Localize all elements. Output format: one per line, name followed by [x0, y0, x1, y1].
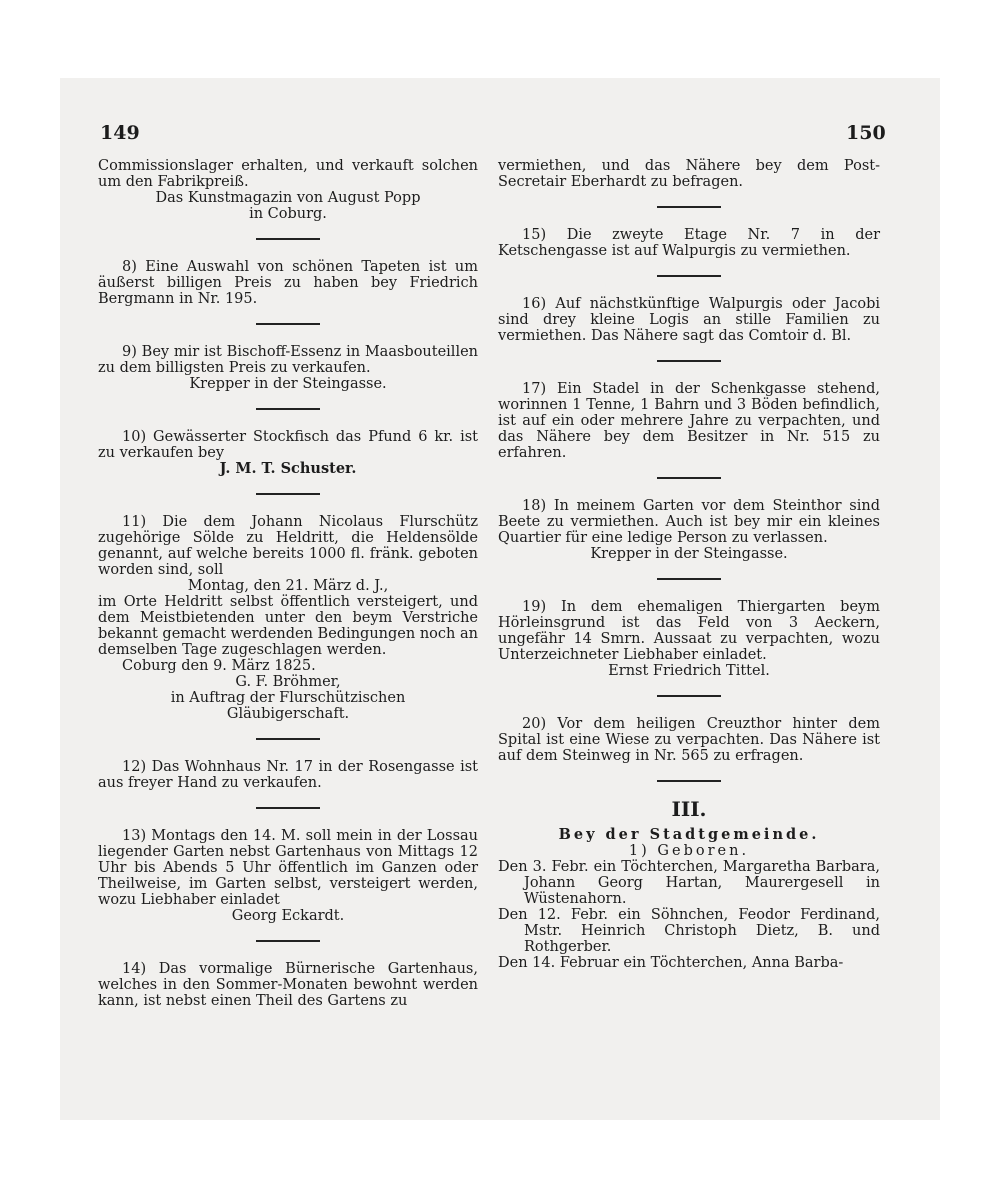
divider: [657, 477, 721, 479]
notice-19-signature: Ernst Friedrich Tittel.: [608, 663, 770, 679]
section-numeral: III.: [671, 797, 707, 821]
notice-11-continuation: im Orte Heldritt selbst öffentlich versteigert, und dem Meistbietenden unter den beym Verstriche bekannt gemacht werdenden Bedingungen noch an demselben Tage zugeschlagen werden.: [98, 594, 478, 658]
divider: [256, 940, 320, 942]
page-number-left: 149: [100, 122, 140, 144]
notice-11: 11) Die dem Johann Nicolaus Flurschütz zugehörige Sölde zu Heldritt, die Heldensölde genannt, auf welche bereits 1000 fl. fränk. geboten worden sind, soll: [98, 514, 478, 578]
birth-entry: Den 3. Febr. ein Töchterchen, Margaretha Barbara, Johann Georg Hartan, Maurergesell in Wüstenahorn.: [498, 859, 880, 907]
right-column: [498, 158, 880, 971]
divider: [256, 807, 320, 809]
notice-18: 18) In meinem Garten vor dem Steinthor sind Beete zu vermiethen. Auch ist bey mir ein kleines Quartier für eine ledige Person zu verlassen.: [498, 498, 880, 546]
notice-11-signature-line2: in Auftrag der Flurschützischen: [170, 690, 406, 706]
divider: [256, 493, 320, 495]
divider: [657, 578, 721, 580]
birth-entry: Den 12. Febr. ein Söhnchen, Feodor Ferdinand, Mstr. Heinrich Christoph Dietz, B. und Rothgerber.: [498, 907, 880, 955]
divider: [657, 360, 721, 362]
divider: [657, 206, 721, 208]
notice-8: 8) Eine Auswahl von schönen Tapeten ist um äußerst billigen Preis zu haben bey Friedrich Bergmann in Nr. 195.: [98, 259, 478, 307]
notice-16: 16) Auf nächstkünftige Walpurgis oder Jacobi sind drey kleine Logis an stille Familien zu vermiethen. Das Nähere sagt das Comtoir d. Bl.: [498, 296, 880, 344]
notice-19: 19) In dem ehemaligen Thiergarten beym Hörleinsgrund ist das Feld von 3 Aeckern, ungefähr 14 Smrn. Aussaat zu verpachten, wozu Unterzeichneter Liebhaber einladet.: [498, 599, 880, 663]
divider: [657, 695, 721, 697]
subsection-title: 1) Geboren.: [628, 843, 750, 859]
left-column: [98, 158, 478, 1009]
notice-11-place-date: Coburg den 9. März 1825.: [122, 658, 316, 674]
notice-11-date: Montag, den 21. März d. J.,: [187, 578, 389, 594]
notice-13-signature: Georg Eckardt.: [231, 908, 345, 924]
divider: [256, 323, 320, 325]
notice-continuation: Commissionslager erhalten, und verkauft solchen um den Fabrikpreiß.: [98, 158, 478, 190]
notice-15: 15) Die zweyte Etage Nr. 7 in der Ketschengasse ist auf Walpurgis zu vermiethen.: [498, 227, 880, 259]
notice-13: 13) Montags den 14. M. soll mein in der Lossau liegender Garten nebst Gartenhaus von Mittags 12 Uhr bis Abends 5 Uhr öffentlich im Ganzen oder Theilweise, im Garten selbst, versteigert werden, wozu Liebhaber einladet: [98, 828, 478, 908]
notice-9: 9) Bey mir ist Bischoff-Essenz in Maasbouteillen zu dem billigsten Preis zu verkaufen.: [98, 344, 478, 376]
notice-14-continuation: vermiethen, und das Nähere bey dem Post-Secretair Eberhardt zu befragen.: [498, 158, 880, 190]
divider: [657, 275, 721, 277]
notice-17: 17) Ein Stadel in der Schenkgasse stehend, worinnen 1 Tenne, 1 Bahrn und 3 Böden befindlich, ist auf ein oder mehrere Jahre zu verpachten, und das Nähere bey dem Besitzer in Nr. 515 zu erfahren.: [498, 381, 880, 461]
divider: [256, 408, 320, 410]
notice-20: 20) Vor dem heiligen Creuzthor hinter dem Spital ist eine Wiese zu verpachten. Das Nähere ist auf dem Steinweg in Nr. 565 zu erfragen.: [498, 716, 880, 764]
notice-signature: Das Kunstmagazin von August Popp: [155, 190, 421, 206]
birth-entry: Den 14. Februar ein Töchterchen, Anna Barba-: [498, 955, 844, 971]
notice-10-signature: J. M. T. Schuster.: [219, 460, 357, 477]
page-number-right: 150: [846, 122, 886, 144]
notice-14: 14) Das vormalige Bürnerische Gartenhaus, welches in den Sommer-Monaten bewohnt werden kann, ist nebst einen Theil des Gartens zu: [98, 961, 478, 1009]
divider: [256, 238, 320, 240]
notice-10: 10) Gewässerter Stockfisch das Pfund 6 kr. ist zu verkaufen bey: [98, 429, 478, 461]
notice-18-signature: Krepper in der Steingasse.: [590, 546, 788, 562]
divider: [256, 738, 320, 740]
divider: [657, 780, 721, 782]
notice-9-signature: Krepper in der Steingasse.: [189, 376, 387, 392]
notice-11-signature: G. F. Bröhmer,: [235, 674, 341, 690]
section-title: Bey der Stadtgemeinde.: [558, 826, 820, 843]
notice-signature-place: in Coburg.: [249, 206, 327, 222]
notice-11-signature-line3: Gläubigerschaft.: [226, 706, 350, 722]
notice-12: 12) Das Wohnhaus Nr. 17 in der Rosengasse ist aus freyer Hand zu verkaufen.: [98, 759, 478, 791]
newspaper-page: [60, 78, 940, 1120]
